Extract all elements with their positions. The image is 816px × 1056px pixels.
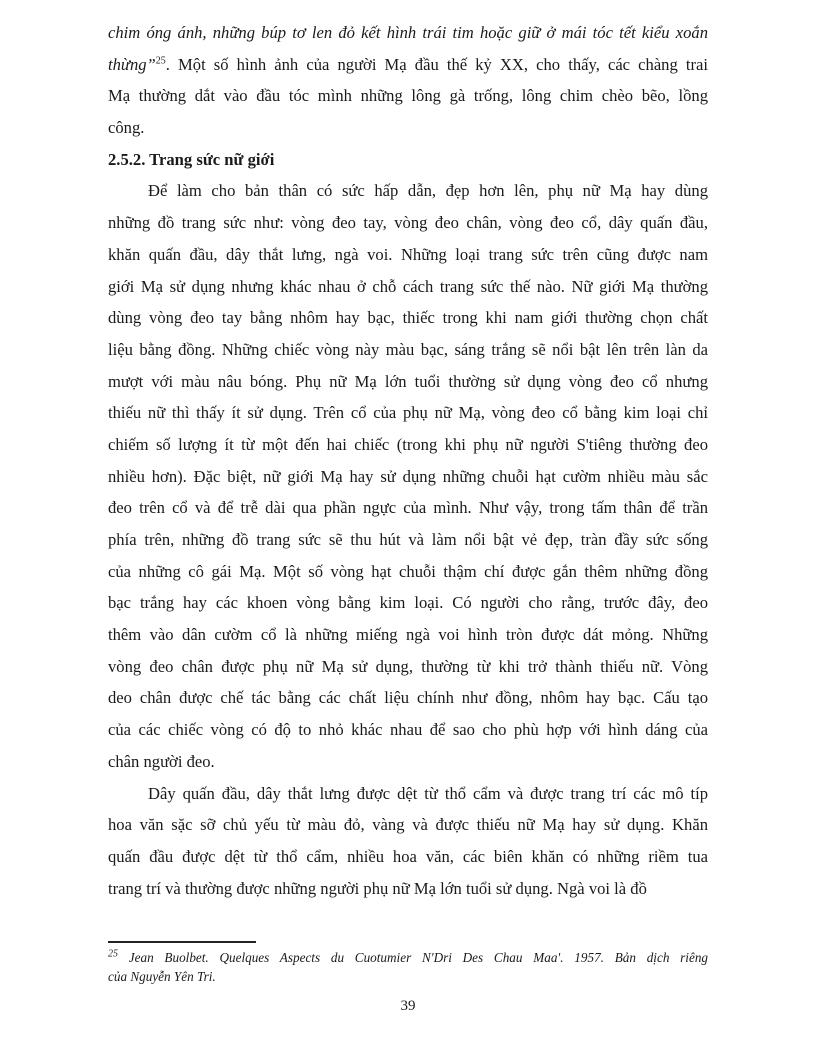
text-line: những đồ trang sức như: vòng đeo tay, vòng đeo chân, vòng đeo cổ, dây quấn đầu,	[108, 213, 708, 233]
text-line: khăn quấn đầu, dây thắt lưng, ngà voi. Những loại trang sức trên cũng được nam	[108, 244, 708, 264]
text-line: hoa văn sặc sỡ chủ yếu từ màu đỏ, vàng và được thiếu nữ Mạ hay sử dụng. Khăn	[108, 815, 708, 835]
text-line: Để làm cho bản thân có sức hấp dẫn, đẹp hơn lên, phụ nữ Mạ hay dùng	[148, 181, 708, 201]
text-line: quấn đầu được dệt từ thổ cẩm, nhiều hoa văn, các biên khăn có những riềm tua	[108, 846, 708, 866]
footnote-text: Jean Buolbet. Quelques Aspects du Cuotumier N'Dri Des Chau Maa'. 1957. Bản dịch riêng	[128, 950, 709, 965]
text-line: công.	[108, 118, 145, 138]
quote-end: thừng”	[108, 54, 156, 74]
text-line: đeo trên cổ và để trễ dài qua phần ngực của mình. Như vậy, trong tấm thân để trần	[108, 498, 708, 518]
text-line: của những cô gái Mạ. Một số vòng hạt chuỗi thậm chí được gắn thêm những đồng	[108, 561, 708, 581]
footnote-line	[108, 948, 708, 967]
text-line	[108, 49, 708, 81]
text-line: vòng đeo chân được phụ nữ Mạ sử dụng, thường từ khi trở thành thiếu nữ. Vòng	[108, 656, 708, 676]
section-heading: 2.5.2. Trang sức nữ giới	[108, 149, 275, 169]
text-line: nhiều hơn). Đặc biệt, nữ giới Mạ hay sử dụng những chuỗi hạt cườm nhiều màu sắc	[108, 466, 708, 486]
text-line: trang trí và thường được những người phụ nữ Mạ lớn tuổi sử dụng. Ngà voi là đồ	[108, 878, 647, 898]
text-line: liệu bằng đồng. Những chiếc vòng này màu bạc, sáng trắng sẽ nổi bật lên trên làn da	[108, 339, 708, 359]
text-line: của các chiếc vòng có độ to nhỏ khác nhau để sao cho phù hợp với hình dáng của	[108, 720, 708, 740]
text-line: mượt với màu nâu bóng. Phụ nữ Mạ lớn tuổi thường sử dụng vòng đeo cổ nhưng	[108, 371, 708, 391]
footnote-line: của Nguyễn Yên Tri.	[108, 969, 216, 984]
footnote	[108, 948, 708, 986]
footnote-ref: 25	[155, 55, 166, 67]
text-line: Dây quấn đầu, dây thắt lưng được dệt từ thổ cẩm và được trang trí các mô típ	[148, 783, 708, 803]
text-line: deo chân được chế tác bằng các chất liệu chính như đồng, nhôm hay bạc. Cấu tạo	[108, 688, 708, 708]
text-line: chim óng ánh, những búp tơ len đỏ kết hình trái tim hoặc giữ ở mái tóc tết kiểu xoắn	[108, 23, 708, 42]
paragraph-1	[108, 175, 708, 777]
text-line: bạc trắng hay các khoen vòng bằng kim loại. Có người cho rằng, trước đây, đeo	[108, 593, 708, 613]
text-segment: . Một số hình ảnh của người Mạ đầu thế kỷ XX, cho thấy, các chàng trai	[165, 54, 708, 74]
page-number: 39	[400, 998, 416, 1014]
text-line: chiếm số lượng ít từ một đến hai chiếc (trong khi phụ nữ người S'tiêng thường đeo	[108, 434, 708, 454]
paragraph-2	[108, 778, 708, 905]
document-body	[108, 17, 708, 904]
text-line: chân người đeo.	[108, 751, 215, 771]
text-line: giới Mạ sử dụng nhưng khác nhau ở chỗ cách trang sức thế nào. Nữ giới Mạ thường	[108, 276, 708, 296]
text-line: dùng vòng đeo tay bằng nhôm hay bạc, thiếc trong khi nam giới thường chọn chất	[108, 308, 708, 328]
text-line: thêm vào dân cườm cổ là những miếng ngà voi hình tròn được dát mỏng. Những	[108, 625, 708, 645]
text-line: Mạ thường dắt vào đầu tóc mình những lông gà trống, lông chim chèo bẽo, lồng	[108, 86, 708, 106]
footnote-number: 25	[108, 948, 118, 960]
text-line: thiếu nữ thì thấy ít sử dụng. Trên cổ của phụ nữ Mạ, vòng đeo cổ bằng kim loại chỉ	[108, 403, 708, 423]
footnote-separator	[108, 941, 256, 943]
text-line: phía trên, những đồ trang sức sẽ thu hút và làm nổi bật vẻ đẹp, tràn đầy sức sống	[108, 530, 708, 549]
